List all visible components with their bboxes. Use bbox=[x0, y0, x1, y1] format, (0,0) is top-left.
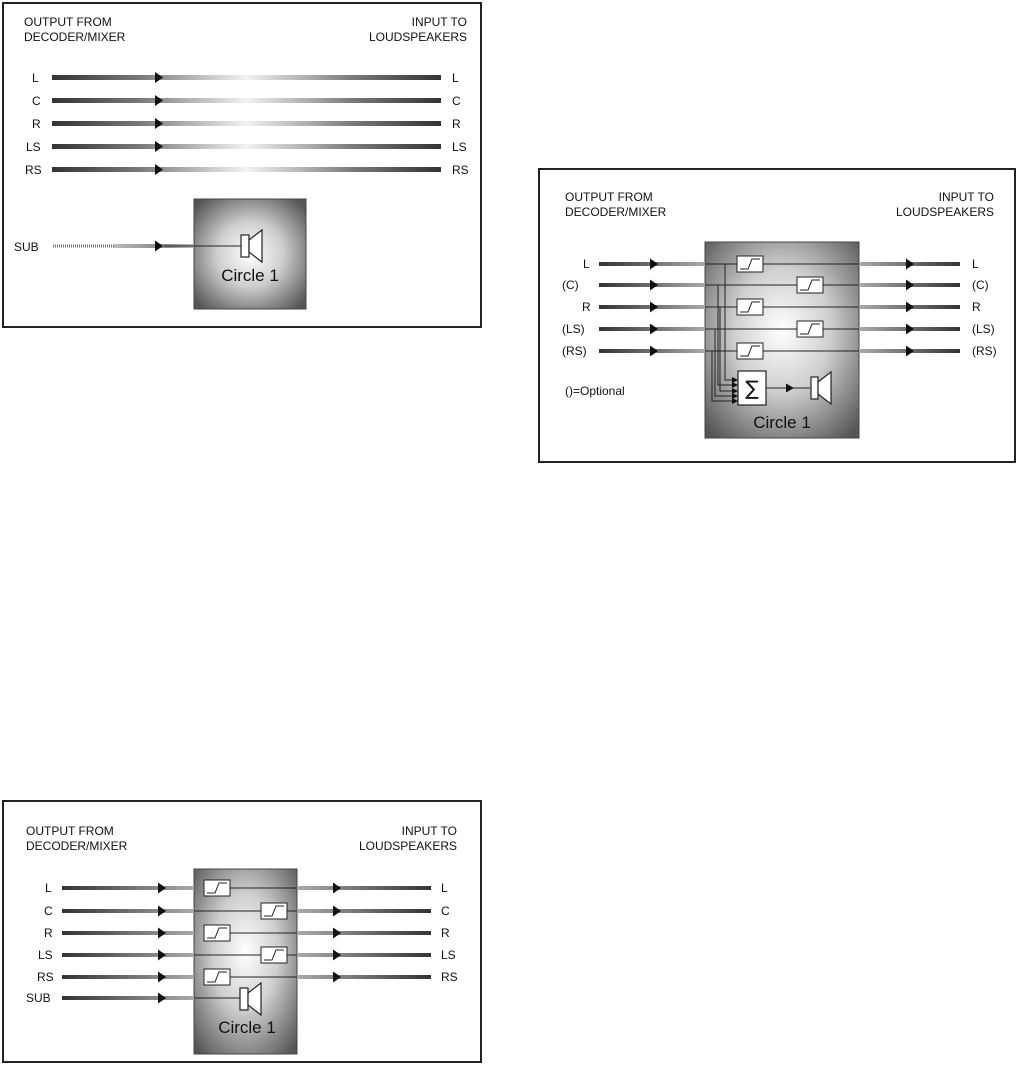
high-pass-filter-icon bbox=[204, 880, 230, 896]
channel-label-out: R bbox=[441, 926, 450, 940]
svg-text:∑: ∑ bbox=[745, 376, 759, 400]
arrow-icon bbox=[155, 241, 163, 252]
arrow-icon bbox=[650, 324, 658, 335]
channel-label-in: RS bbox=[37, 970, 54, 984]
diagram-direct-sub bbox=[2, 2, 482, 328]
arrow-icon bbox=[155, 95, 163, 106]
channel-label-out: (LS) bbox=[972, 322, 995, 336]
channel-label-in: (LS) bbox=[562, 322, 585, 336]
signal-line bbox=[52, 167, 441, 172]
header-left-line2: DECODER/MIXER bbox=[565, 205, 667, 219]
signal-line-in bbox=[62, 953, 194, 957]
channel-row bbox=[32, 94, 461, 108]
channel-row bbox=[32, 117, 461, 131]
channel-label-out: (RS) bbox=[972, 344, 997, 358]
header-right-line2: LOUDSPEAKERS bbox=[358, 839, 457, 853]
channel-label-in: RS bbox=[25, 163, 42, 177]
channel-label-in: R bbox=[44, 926, 53, 940]
arrow-icon bbox=[155, 118, 163, 129]
channel-label-in: R bbox=[32, 117, 41, 131]
sub-label: SUB bbox=[26, 991, 51, 1005]
channel-label-in: L bbox=[583, 257, 590, 271]
signal-line-in bbox=[62, 996, 194, 1000]
signal-line-out bbox=[297, 931, 431, 935]
channel-label-out: LS bbox=[452, 140, 467, 154]
arrow-icon bbox=[906, 259, 914, 270]
high-pass-filter-icon bbox=[797, 321, 823, 337]
arrow-icon bbox=[155, 72, 163, 83]
arrow-icon bbox=[158, 906, 166, 917]
arrow-icon bbox=[906, 346, 914, 357]
high-pass-filter-icon bbox=[737, 299, 763, 315]
signal-line bbox=[52, 75, 441, 80]
arrow-icon bbox=[158, 950, 166, 961]
header-right-line1: INPUT TO bbox=[411, 15, 467, 29]
header-left-line1: OUTPUT FROM bbox=[565, 190, 653, 204]
diagram-3-svg bbox=[4, 802, 480, 1061]
high-pass-filter-icon bbox=[261, 903, 287, 919]
signal-line-out bbox=[297, 975, 431, 979]
arrow-icon bbox=[906, 280, 914, 291]
high-pass-filter-icon bbox=[261, 947, 287, 963]
high-pass-filter-icon bbox=[204, 969, 230, 985]
arrow-icon bbox=[906, 324, 914, 335]
channel-label-out: R bbox=[452, 117, 461, 131]
diagram-1-svg bbox=[4, 4, 480, 326]
arrow-icon bbox=[333, 906, 341, 917]
signal-line-in bbox=[62, 975, 194, 979]
box-label: Circle 1 bbox=[753, 413, 811, 432]
high-pass-filter-icon bbox=[797, 277, 823, 293]
channel-row bbox=[32, 71, 459, 85]
diagram-2-svg bbox=[540, 170, 1014, 461]
summing-block-icon bbox=[738, 371, 766, 405]
arrow-icon bbox=[155, 141, 163, 152]
channel-label-in: L bbox=[32, 71, 39, 85]
channel-row bbox=[26, 140, 467, 154]
diagram-bass-management bbox=[538, 168, 1016, 463]
channel-label-out: L bbox=[441, 881, 448, 895]
signal-line bbox=[52, 144, 441, 149]
channel-rows bbox=[25, 71, 469, 177]
signal-line-in bbox=[62, 931, 194, 935]
channel-label-in: (RS) bbox=[562, 344, 587, 358]
channel-label-in: R bbox=[582, 300, 591, 314]
arrow-icon bbox=[158, 972, 166, 983]
arrow-icon bbox=[333, 972, 341, 983]
channel-label-in: C bbox=[32, 94, 41, 108]
diagram-filtered-sub bbox=[2, 800, 482, 1063]
channel-label-out: C bbox=[441, 904, 450, 918]
sub-label: SUB bbox=[14, 240, 39, 254]
channel-label-in: L bbox=[45, 881, 52, 895]
arrow-icon bbox=[158, 883, 166, 894]
arrow-icon bbox=[158, 993, 166, 1004]
arrow-icon bbox=[333, 928, 341, 939]
arrow-icon bbox=[333, 883, 341, 894]
header-left-line2: DECODER/MIXER bbox=[26, 839, 128, 853]
signal-line-out bbox=[297, 909, 431, 913]
channel-label-in: C bbox=[44, 904, 53, 918]
box-label: Circle 1 bbox=[218, 1018, 276, 1037]
channel-label-out: RS bbox=[452, 163, 469, 177]
optional-note: ()=Optional bbox=[565, 384, 625, 398]
header-right-line2: LOUDSPEAKERS bbox=[368, 30, 467, 44]
header-right-line1: INPUT TO bbox=[938, 190, 994, 204]
channel-row bbox=[25, 163, 469, 177]
arrow-icon bbox=[155, 164, 163, 175]
circle-1-processor-box bbox=[194, 199, 306, 309]
channel-label-in: (C) bbox=[562, 278, 579, 292]
high-pass-filter-icon bbox=[737, 343, 763, 359]
arrow-icon bbox=[650, 346, 658, 357]
channel-label-out: R bbox=[972, 300, 981, 314]
arrow-icon bbox=[158, 928, 166, 939]
channel-label-out: L bbox=[972, 257, 979, 271]
header-left-line1: OUTPUT FROM bbox=[24, 15, 112, 29]
header-right-line2: LOUDSPEAKERS bbox=[895, 205, 994, 219]
channel-label-out: RS bbox=[441, 970, 458, 984]
high-pass-filter-icon bbox=[204, 925, 230, 941]
signal-line-out bbox=[297, 953, 431, 957]
signal-line-in bbox=[62, 886, 194, 890]
arrow-icon bbox=[906, 302, 914, 313]
high-pass-filter-icon bbox=[737, 256, 763, 272]
channel-label-in: LS bbox=[26, 140, 41, 154]
channel-label-out: LS bbox=[441, 948, 456, 962]
arrow-icon bbox=[650, 302, 658, 313]
signal-line-in bbox=[62, 909, 194, 913]
arrow-icon bbox=[333, 950, 341, 961]
arrow-icon bbox=[650, 259, 658, 270]
channel-label-out: L bbox=[452, 71, 459, 85]
header-right-line1: INPUT TO bbox=[401, 824, 457, 838]
signal-line-out bbox=[297, 886, 431, 890]
box-label: Circle 1 bbox=[221, 266, 279, 285]
signal-line bbox=[52, 121, 441, 126]
channel-label-out: (C) bbox=[972, 278, 989, 292]
header-left-line1: OUTPUT FROM bbox=[26, 824, 114, 838]
channel-label-out: C bbox=[452, 94, 461, 108]
signal-line bbox=[52, 98, 441, 103]
header-left-line2: DECODER/MIXER bbox=[24, 30, 126, 44]
circle-1-processor-box bbox=[705, 242, 859, 438]
arrow-icon bbox=[650, 280, 658, 291]
channel-label-in: LS bbox=[38, 948, 53, 962]
